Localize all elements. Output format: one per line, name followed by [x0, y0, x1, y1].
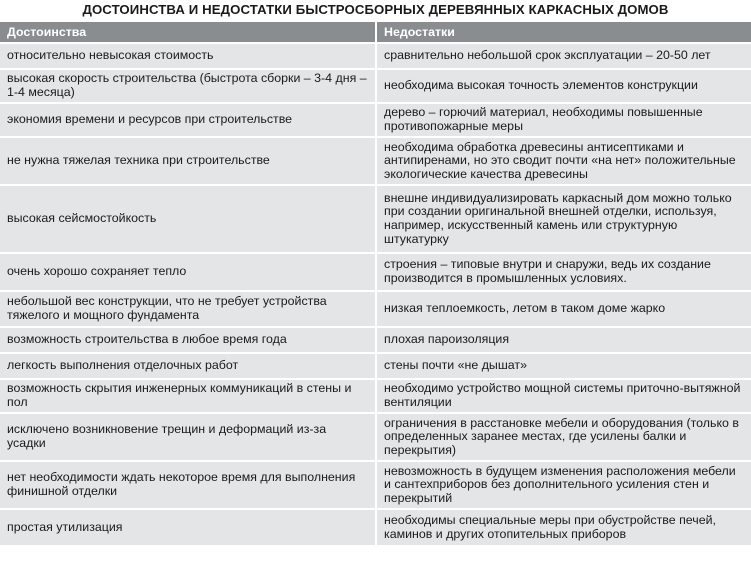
table-row [0, 327, 751, 353]
table-row [0, 185, 751, 253]
advantage-cell: простая утилизация [0, 509, 376, 545]
table-row [0, 291, 751, 327]
table-row [0, 353, 751, 379]
table-row [0, 69, 751, 103]
table-row [0, 137, 751, 185]
disadvantage-cell: низкая теплоемкость, летом в таком доме жарко [376, 291, 751, 327]
table-row [0, 103, 751, 137]
table-row [0, 253, 751, 291]
advantage-cell: не нужна тяжелая техника при строительстве [0, 137, 376, 185]
disadvantage-cell: строения – типовые внутри и снаружи, ведь их создание производится в промышленных условиях. [376, 253, 751, 291]
disadvantage-cell: необходима высокая точность элементов конструкции [376, 69, 751, 103]
advantage-cell: нет необходимости ждать некоторое время для выполнения финишной отделки [0, 461, 376, 509]
advantage-cell: высокая скорость строительства (быстрота сборки – 3-4 дня – 1-4 месяца) [0, 69, 376, 103]
advantage-cell: возможность строительства в любое время года [0, 327, 376, 353]
disadvantage-cell: дерево – горючий материал, необходимы повышенные противопожарные меры [376, 103, 751, 137]
disadvantage-cell: сравнительно небольшой срок эксплуатации – 20-50 лет [376, 43, 751, 69]
comparison-table [0, 22, 751, 545]
advantage-cell: экономия времени и ресурсов при строительстве [0, 103, 376, 137]
table-title: ДОСТОИНСТВА И НЕДОСТАТКИ БЫСТРОСБОРНЫХ ДЕРЕВЯННЫХ КАРКАСНЫХ ДОМОВ [82, 2, 669, 17]
advantage-cell: очень хорошо сохраняет тепло [0, 253, 376, 291]
table-row [0, 509, 751, 545]
advantage-cell: возможность скрытия инженерных коммуникаций в стены и пол [0, 379, 376, 413]
advantage-cell: небольшой вес конструкции, что не требует устройства тяжелого и мощного фундамента [0, 291, 376, 327]
advantage-cell: высокая сейсмостойкость [0, 185, 376, 253]
disadvantages-header: Недостатки [376, 22, 751, 43]
disadvantage-cell: плохая пароизоляция [376, 327, 751, 353]
table-row [0, 413, 751, 461]
advantage-cell: исключено возникновение трещин и деформаций из-за усадки [0, 413, 376, 461]
disadvantage-cell: невозможность в будущем изменения расположения мебели и сантехприборов без дополнительного усиления стен и перекрытий [376, 461, 751, 509]
advantage-cell: легкость выполнения отделочных работ [0, 353, 376, 379]
advantage-cell: относительно невысокая стоимость [0, 43, 376, 69]
table-row [0, 461, 751, 509]
advantages-header: Достоинства [0, 22, 376, 43]
table-row [0, 43, 751, 69]
header-row [0, 22, 751, 43]
disadvantage-cell: необходимы специальные меры при обустройстве печей, каминов и других отопительных приборов [376, 509, 751, 545]
disadvantage-cell: стены почти «не дышат» [376, 353, 751, 379]
disadvantage-cell: внешне индивидуализировать каркасный дом можно только при создании оригинальной внешней отделки, используя, например, искусственный камень или структурную штукатурку [376, 185, 751, 253]
table-row [0, 379, 751, 413]
disadvantage-cell: необходима обработка древесины антисептиками и антипиренами, но это сводит почти «на нет» положительные экологические качества древесины [376, 137, 751, 185]
disadvantage-cell: необходимо устройство мощной системы приточно-вытяжной вентиляции [376, 379, 751, 413]
disadvantage-cell: ограничения в расстановке мебели и оборудования (только в определенных заранее местах, где усилены балки и перекрытия) [376, 413, 751, 461]
